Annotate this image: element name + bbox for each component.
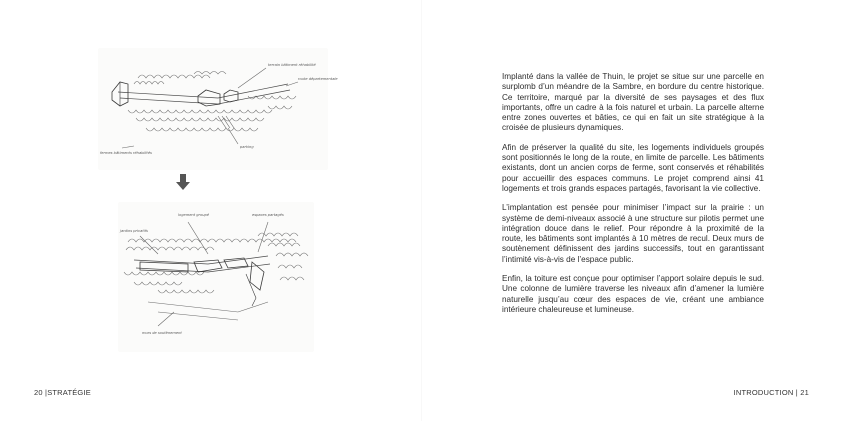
annotation-road: route départementale: [298, 77, 338, 81]
page-number-left: [34, 388, 91, 397]
right-page: [422, 0, 843, 421]
annotation-grouped-housing: logement groupé: [178, 213, 209, 217]
annotation-rehabilitated-building: terrain bâtiment réhabilité: [268, 63, 316, 67]
introduction-text: [502, 72, 764, 324]
folio-number: 20: [34, 388, 43, 397]
sketch-project-drawing: [118, 202, 314, 352]
folio-section: INTRODUCTION: [733, 388, 794, 397]
paragraph: Implanté dans la vallée de Thuin, le projet se situe sur une parcelle en surplomb d’un méandre de la Sambre, en bordure du centre historique. Ce territoire, marqué par la diversité de ses paysages et des flux importants, offre un cadre à la fois naturel et urbain. La parcelle alterne entre zones ouvertes et bâties, ce qui en fait un site stratégique à la croisée de plusieurs dynamiques.: [502, 72, 764, 133]
paragraph: L’implantation est pensée pour minimiser l’impact sur la prairie : un système de demi-niveaux associé à une structure sur pilotis permet une intégration douce dans le relief. Pour répondre à la proximité de la route, les bâtiments sont implantés à 10 mètres de recul. Deux murs de soutènement définissent des jardins successifs, tout en garantissant l’intimité vis-à-vis de l’espace public.: [502, 203, 764, 264]
sketch-existing-drawing: [98, 48, 338, 170]
folio-section: STRATÉGIE: [47, 388, 91, 397]
annotation-shared-spaces: espaces partagés: [252, 213, 284, 217]
annotation-retaining-walls: murs de soutènement: [142, 331, 182, 335]
annotation-farms: fermes bâtiments réhabilités: [100, 151, 152, 155]
paragraph: Afin de préserver la qualité du site, les logements individuels groupés sont positionnés le long de la route, en limite de parcelle. Les bâtiments existants, dont un ancien corps de ferme, sont conservés et réhabilités pour accueillir des espaces communs. Le projet comprend ainsi 41 logements et trois grands espaces partagés, favorisant la vie collective.: [502, 142, 764, 193]
down-arrow-icon: [176, 174, 190, 190]
page-number-right: [734, 388, 809, 397]
site-sketch-project: [118, 202, 314, 352]
folio-separator: |: [45, 388, 48, 397]
paragraph: Enfin, la toiture est conçue pour optimiser l’apport solaire depuis le sud. Une colonne de lumière traverse les niveaux afin d’amener la lumière naturelle jusqu’au cœur des espaces de vie, créant une ambiance intérieure chaleureuse et lumineuse.: [502, 274, 764, 314]
folio-number: 21: [800, 388, 809, 397]
annotation-parking: parking: [240, 145, 254, 149]
annotation-private-gardens: jardins privatifs: [120, 229, 148, 233]
folio-separator: |: [795, 388, 798, 397]
left-page: [0, 0, 421, 421]
site-sketch-existing: [98, 48, 338, 170]
